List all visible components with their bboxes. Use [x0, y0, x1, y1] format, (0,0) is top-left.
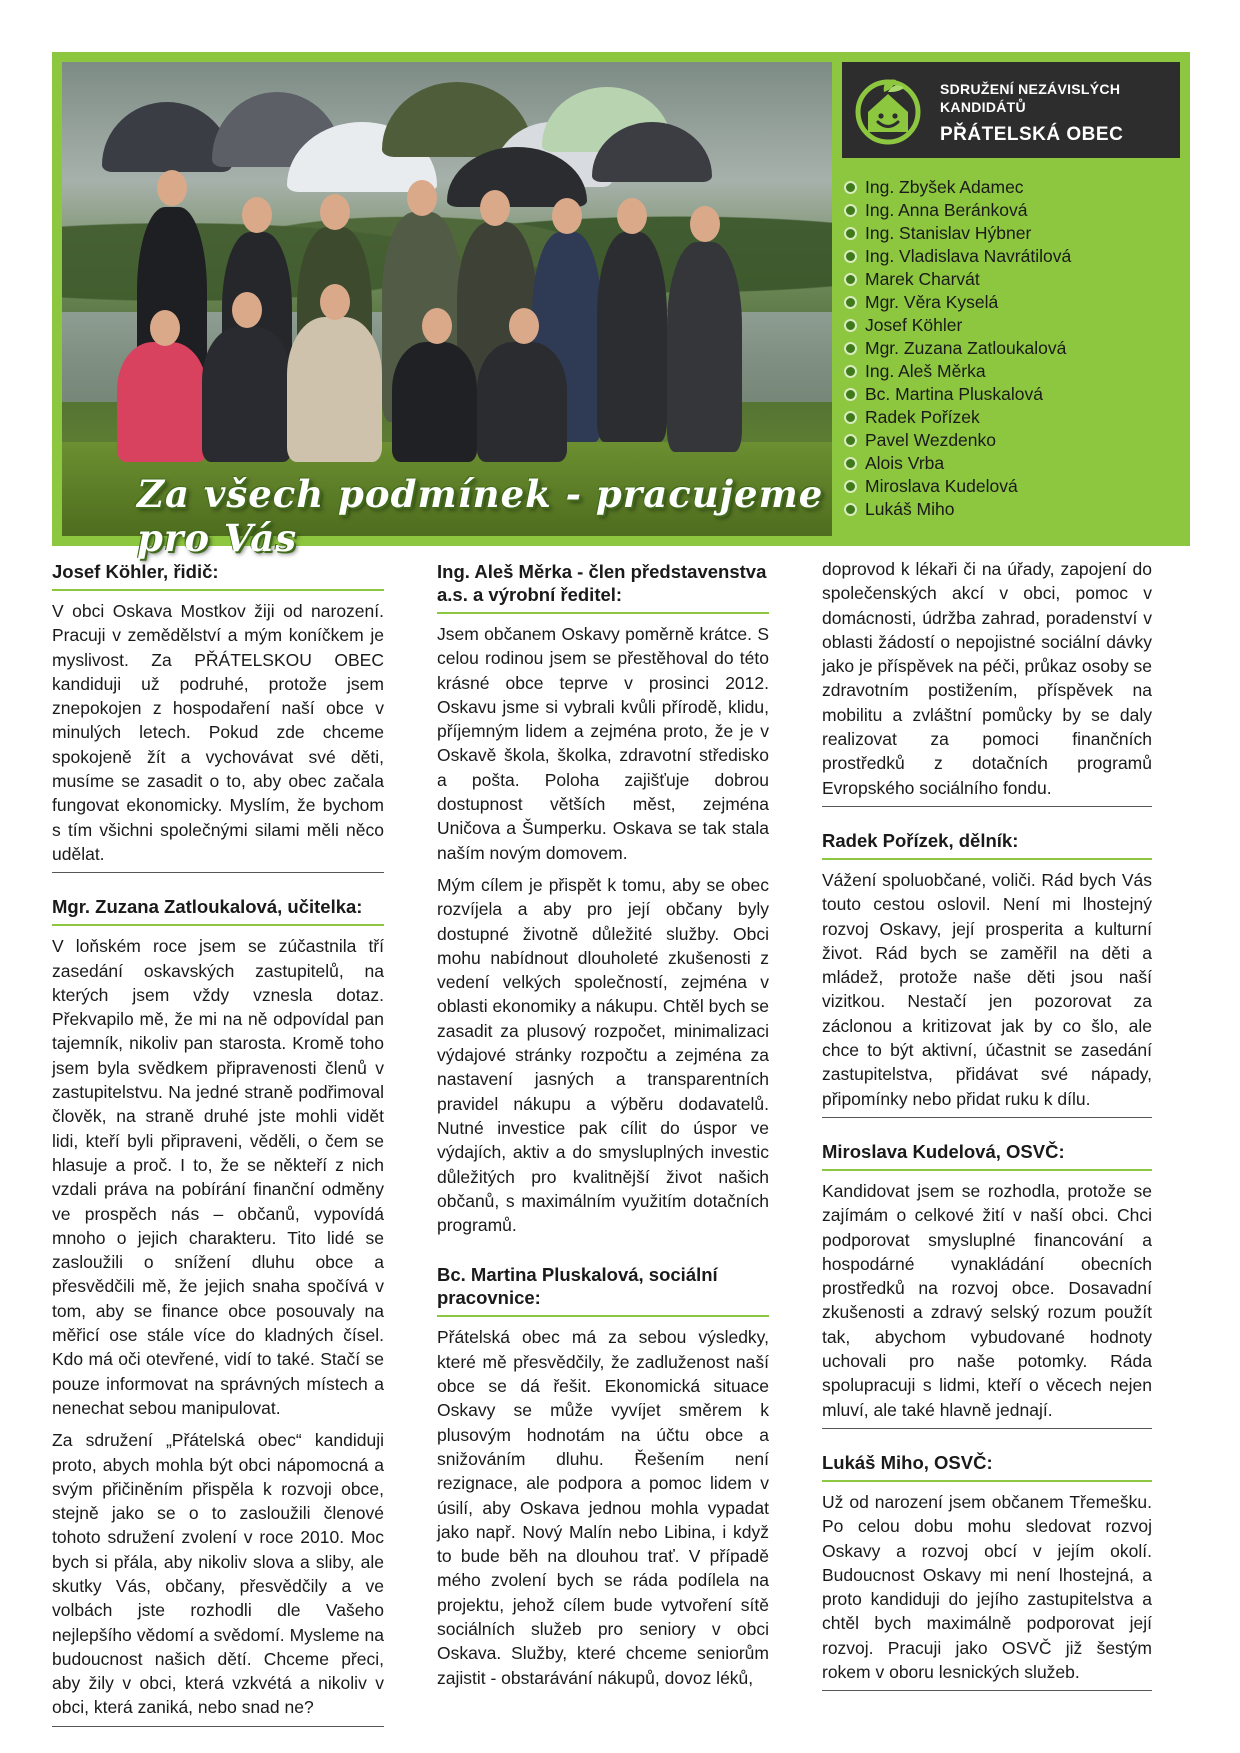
- logo-name: PŘÁTELSKÁ OBEC: [940, 124, 1124, 145]
- section-divider: [822, 1428, 1152, 1429]
- bullet-icon: [844, 204, 857, 217]
- candidate-item: Miroslava Kudelová: [844, 475, 1071, 498]
- section-title: Miroslava Kudelová, OSVČ:: [822, 1140, 1152, 1171]
- bullet-icon: [844, 181, 857, 194]
- section-kohler: [52, 560, 384, 873]
- header-banner: [52, 52, 1190, 560]
- section-title: Mgr. Zuzana Zatloukalová, učitelka:: [52, 895, 384, 926]
- slogan: Za všech podmínek - pracujeme pro Vás: [137, 472, 824, 560]
- bullet-icon: [844, 342, 857, 355]
- paragraph: Kandidovat jsem se rozhodla, protože se zajímám o celkové žití v naší obci. Chci podporovat smysluplné financování a hospodárné vynakládání obecních prostředků na rozvoj obce. Dosavadní zkušenosti a zdravý selský rozum použít tak, abychom vybudované hodnoty uchovali pro naše potomky. Ráda spolupracuji s lidmi, kteří o věcech nejen mluví, ale také hlavně jednají.: [822, 1180, 1152, 1420]
- person: [202, 327, 292, 462]
- candidate-item: Ing. Aleš Měrka: [844, 360, 1071, 383]
- section-divider: [52, 872, 384, 873]
- section-title: Josef Köhler, řidič:: [52, 560, 384, 591]
- person: [597, 232, 667, 442]
- person: [392, 342, 477, 462]
- paragraph: Přátelská obec má za sebou výsledky, které mě přesvědčily, že zadluženost naší obce se dá řešit. Ekonomická situace Oskavy se může vyvíjet směrem k plusovým hodnotám na účtu obce a snižováním dluhu. Řešením není rezignace, ale podpora a pomoc lidem v úsilí, aby Oskava jednou mohla vypadat jako např. Nový Malín nebo Libina, i když to bude běh na dlouhou trať. V případě mého zvolení bych se ráda podílela na projektu, jehož cílem bude vytvoření sítě sociálních služeb pro seniory v obci Oskava. Služby, které chceme seniorům zajistit - obstarávání nákupů, dovoz léků,: [437, 1327, 769, 1688]
- candidate-item: Ing. Anna Beránková: [844, 199, 1071, 222]
- group-photo: [62, 62, 832, 560]
- paragraph: Mým cílem je přispět k tomu, aby se obec rozvíjela a aby pro její občany byly dostupné životně důležité služby. Obci mohu nabídnout dlouholeté zkušenosti z vedení velkých společností, zejména v oblasti ekonomiky a nákupu. Chtěl bych se zasadit za plusový rozpočet, minimalizaci výdajové stránky rozpočtu a zejména za nastavení jasných a transparentních pravidel nákupu a výběru dodavatelů. Nutné investice pak cílit do úspor ve výdajích, aktiv a do smysluplných investic důležitých pro kvalitnější život našich občanů, s maximálním využitím dotačních programů.: [437, 874, 769, 1236]
- section-divider: [52, 1726, 384, 1727]
- logo-line-1: SDRUŽENÍ NEZÁVISLÝCH: [940, 81, 1121, 97]
- section-divider: [822, 806, 1152, 807]
- bullet-icon: [844, 319, 857, 332]
- section-merka: [437, 560, 769, 1237]
- paragraph: V obci Oskava Mostkov žiji od narození. Pracuji v zemědělství a mým koníčkem je myslivost. Za PŘÁTELSKOU OBEC kandiduji už podruhé, protože jsem znepokojen z hospodaření naší obce v minulých letech. Pokud zde chceme spokojeně žít a vychovávat své děti, musíme se zasadit o to, aby obec začala fungovat ekonomicky. Myslím, že bychom s tím všichni společnými silami měli něco udělat.: [52, 601, 384, 864]
- candidate-item: Mgr. Věra Kyselá: [844, 291, 1071, 314]
- candidate-item: Radek Pořízek: [844, 406, 1071, 429]
- paragraph: Jsem občanem Oskavy poměrně krátce. S celou rodinou jsem se přestěhoval do této krásné obce teprve v prosinci 2012. Oskavu jsme si vybrali kvůli přírodě, klidu, příjemným lidem a zejména proto, že je v Oskavě škola, školka, zdravotní středisko a pošta. Poloha zajišťuje dobrou dostupnost větších měst, zejména Uničova a Šumperku. Oskava se tak stala naším novým domovem.: [437, 624, 769, 863]
- person: [667, 242, 742, 452]
- section-pluskalova-continued: [822, 557, 1152, 807]
- section-zatloukalova: [52, 895, 384, 1727]
- section-divider: [822, 1690, 1152, 1691]
- paragraph: Vážení spoluobčané, voliči. Rád bych Vás touto cestou oslovil. Není mi lhostejný rozvoj Oskavy, její prosperita a kulturní život. Rád bych se zaměřil na děti a mládež, protože naše děti jsou naší vizitkou. Nestačí jen pozorovat za záclonou a kritizovat jak by co šlo, ale chce to být aktivní, účastnit se zasedání zastupitelstva, přidávat své nápady, připomínky nebo přidat ruku k dílu.: [822, 869, 1152, 1109]
- column-1: [52, 560, 384, 1749]
- column-2: [437, 560, 769, 1690]
- bullet-icon: [844, 411, 857, 424]
- bullet-icon: [844, 227, 857, 240]
- bullet-icon: [844, 273, 857, 286]
- section-miho: [822, 1451, 1152, 1691]
- candidate-item: Mgr. Zuzana Zatloukalová: [844, 337, 1071, 360]
- candidate-item: Pavel Wezdenko: [844, 429, 1071, 452]
- bullet-icon: [844, 457, 857, 470]
- person: [477, 342, 567, 462]
- paragraph: V loňském roce jsem se zúčastnila tří zasedání oskavských zastupitelů, na kterých jsem vždy vznesla dotaz. Překvapilo mě, že mi na ně odpovídal pan tajemník, nikoliv pan starosta. Kromě toho jsem byla svědkem připravenosti členů v zastupitelstvu. Na jedné straně podřimoval člověk, na straně druhé jste mohli vidět lidi, kteří byli připraveni, věděli, o čem se hlasuje a proč. I to, že se někteří z nich vzdali práva na pobírání finanční odměny ve prospěch nás – občanů, vypovídá mnoho o jejich charakteru. Tito lidé se zasloužili o snížení dluhu obce a přesvědčili mě, že jejich snaha spočívá v tom, aby se finance obce posouvaly na měřicí ose stále více do kladných čísel. Kdo má oči otevřené, vidí to také. Stačí se pouze informovat na správných místech a nenechat sebou manipulovat.: [52, 936, 384, 1418]
- candidate-item: Josef Köhler: [844, 314, 1071, 337]
- candidate-item: Ing. Stanislav Hýbner: [844, 222, 1071, 245]
- bullet-icon: [844, 250, 857, 263]
- house-smile-logo-icon: [852, 74, 924, 146]
- section-title: Bc. Martina Pluskalová, sociální pracovnice:: [437, 1263, 769, 1317]
- section-pluskalova: [437, 1263, 769, 1689]
- candidate-item: Alois Vrba: [844, 452, 1071, 475]
- candidate-list: [844, 176, 1071, 521]
- candidate-item: Ing. Zbyšek Adamec: [844, 176, 1071, 199]
- candidate-item: Bc. Martina Pluskalová: [844, 383, 1071, 406]
- paragraph: doprovod k lékaři či na úřady, zapojení do společenských akcí v obci, pomoc v domácnosti, údržba zahrad, poradenství v oblasti žádostí o nepojistné sociální dávky jako je příspěvek na péči, průkaz osoby se zdravotním postižením, příspěvek na mobilitu a zvláštní pomůcky by se daly realizovat za pomoci finančních prostředků z dotačních programů Evropského sociálního fondu.: [822, 559, 1152, 798]
- section-title: Lukáš Miho, OSVČ:: [822, 1451, 1152, 1482]
- logo: [842, 62, 1180, 158]
- logo-line-2: KANDIDÁTŮ: [940, 99, 1026, 115]
- bullet-icon: [844, 388, 857, 401]
- bullet-icon: [844, 296, 857, 309]
- bullet-icon: [844, 365, 857, 378]
- paragraph: Za sdružení „Přátelská obec“ kandiduji proto, abych mohla být obci nápomocná a svým přičiněním přispěla k rozvoji obce, stejně jako se o to zasloužili členové tohoto sdružení zvolení v roce 2010. Moc bych si přála, aby nikoliv slova a sliby, ale skutky Vás, občany, přesvědčily a ve volbách jste rozhodli dle Vašeho nejlepšího vědomí a svědomí. Mysleme na budoucnost našich dětí. Chceme přeci, aby žily v obci, která vzkvétá a nikoliv v obci, která zaniká, nebo snad ne?: [52, 1430, 384, 1718]
- candidate-item: Lukáš Miho: [844, 498, 1071, 521]
- section-title: Ing. Aleš Měrka - člen představenstva a.s. a výrobní ředitel:: [437, 560, 769, 614]
- section-divider: [822, 1117, 1152, 1118]
- candidate-item: Ing. Vladislava Navrátilová: [844, 245, 1071, 268]
- section-porizek: [822, 829, 1152, 1118]
- paragraph: Už od narození jsem občanem Třemešku. Po celou dobu mohu sledovat rozvoj Oskavy a rozvoj obcí v jejím okolí. Budoucnost Oskavy mi není lhostejná, a proto kandiduji do jejího zastupitelstva a chtěl bych maximálně podporovat její rozvoj. Pracuji jako OSVČ již šestým rokem v oboru lesnických služeb.: [822, 1491, 1152, 1682]
- candidate-item: Marek Charvát: [844, 268, 1071, 291]
- person: [287, 317, 382, 462]
- section-kudelova: [822, 1140, 1152, 1429]
- person: [117, 342, 207, 462]
- column-3: [822, 560, 1152, 1713]
- bullet-icon: [844, 480, 857, 493]
- section-title: Radek Pořízek, dělník:: [822, 829, 1152, 860]
- bullet-icon: [844, 434, 857, 447]
- bullet-icon: [844, 503, 857, 516]
